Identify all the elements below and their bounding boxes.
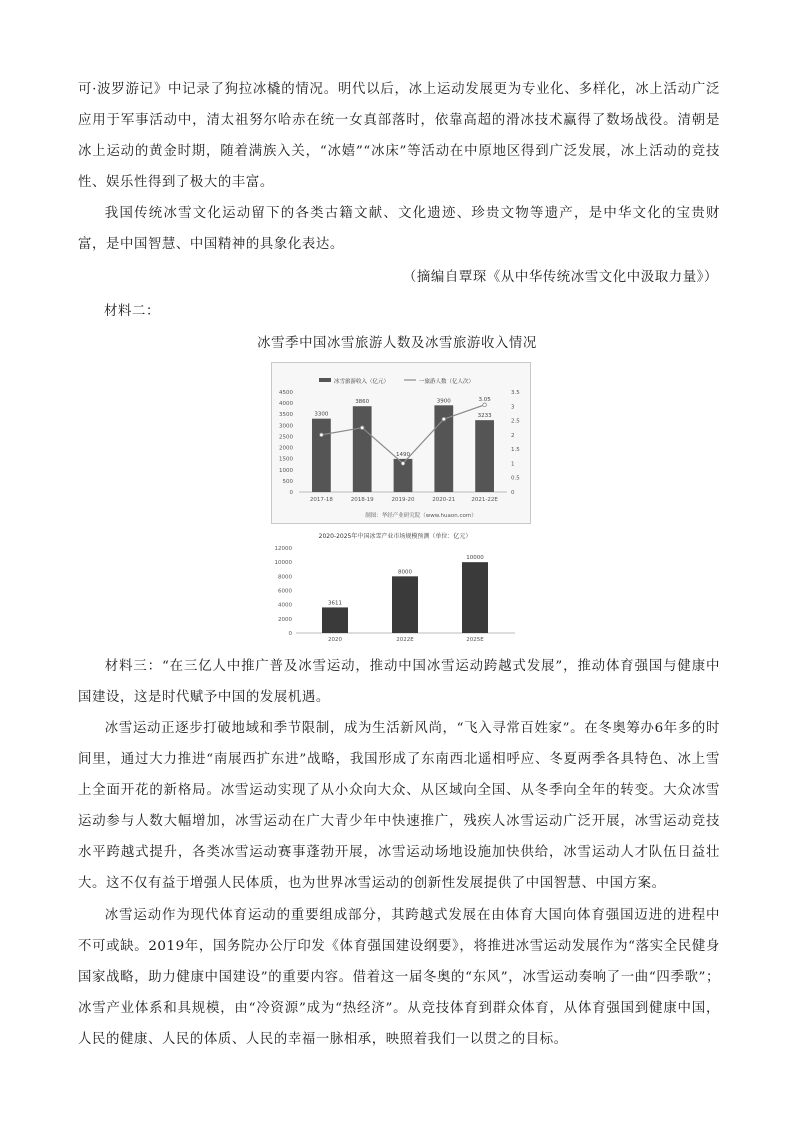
x-tick-label: 2020: [328, 637, 342, 643]
y-tick-label: 10000: [274, 560, 292, 567]
market-size-label: 10000: [466, 555, 484, 562]
paragraph-material-three: 材料三：“在三亿人中推广普及冰雪运动，推动中国冰雪运动跨越式发展”，推动体育强国与健康中国建设，这是时代赋予中国的发展机遇。: [78, 659, 720, 705]
legend-bar-swatch: [319, 378, 331, 382]
visitors-point: [360, 426, 364, 430]
visitors-point: [483, 403, 487, 407]
x-tick-label: 2019-20: [391, 497, 415, 503]
revenue-bar: [475, 420, 494, 492]
y-left-tick-label: 3000: [279, 423, 293, 430]
market-size-label: 3611: [328, 600, 342, 607]
revenue-bar-label: 1490: [396, 451, 410, 458]
revenue-bar-label: 3300: [314, 411, 329, 418]
tourism-chart: [271, 362, 531, 524]
y-tick-label: 4000: [278, 602, 292, 609]
source-note: 制图：华经产业研究院（www.huaon.com）: [365, 513, 477, 519]
y-right-tick-label: 1: [511, 461, 515, 468]
y-right-tick-label: 2: [511, 432, 515, 439]
visitors-point: [442, 417, 446, 421]
legend-line-label: 一旅游人数（亿人次）: [419, 379, 475, 385]
y-left-tick-label: 1500: [279, 456, 293, 463]
industry-chart: [260, 528, 530, 644]
x-tick-label: 2025E: [466, 637, 484, 643]
market-size-bar: [392, 576, 418, 633]
y-left-tick-label: 4000: [279, 401, 293, 408]
figure-title: 冰雪季中国冰雪旅游人数及冰雪旅游收入情况: [257, 336, 537, 351]
y-left-tick-label: 2500: [279, 434, 293, 441]
market-size-label: 8000: [398, 569, 412, 576]
y-left-tick-label: 2000: [279, 445, 293, 452]
material-two-label: 材料二：: [104, 304, 160, 319]
paragraph-sports-power: 冰雪运动作为现代体育运动的重要组成部分，其跨越式发展在由体育大国向体育强国迈进的进程中不可或缺。2019年，国务院办公厅印发《体育强国建设纲要》，将推进冰雪运动发展作为“落实全民健身国家战略，助力健康中国建设”的重要内容。借着这一届冬奥的“东风”，冰雪运动奏响了一曲“四季歌”；冰雪产业体系和具规模，由“冷资源”成为“热经济”。从竞技体育到群众体育，从体育强国到健康中国，人民的健康、人民的体质、人民的幸福一脉相承，映照着我们一以贯之的目标。: [78, 908, 720, 1047]
y-right-tick-label: 0: [511, 490, 515, 496]
y-tick-label: 6000: [278, 588, 292, 595]
revenue-bar: [353, 406, 372, 492]
revenue-bar-label: 3233: [477, 413, 492, 420]
y-right-tick-label: 0.5: [511, 475, 520, 482]
paragraph-heritage: 我国传统冰雪文化运动留下的各类古籍文献、文化遗迹、珍贵文物等遗产，是中华文化的宝贵财富，是中国智慧、中国精神的具象化表达。: [78, 206, 720, 252]
y-tick-label: 12000: [274, 546, 292, 552]
y-right-tick-label: 3: [511, 404, 515, 411]
market-size-bar: [462, 562, 488, 633]
x-tick-label: 2020-21: [432, 497, 456, 503]
paragraph-ice-snow-popularity: 冰雪运动正逐步打破地域和季节限制，成为生活新风尚，“飞入寻常百姓家”。在冬奥筹办6年多的时间里，通过大力推进“南展西扩东进”战略，我国形成了东南西北遥相呼应、冬夏两季各具特色、冰上雪上全面开花的新格局。冰雪运动实现了从小众向大众、从区域向全国、从冬季向全年的转变。大众冰雪运动参与人数大幅增加，冰雪运动在广大青少年中快速推广，残疾人冰雪运动广泛开展，冰雪运动竞技水平跨越式提升，各类冰雪运动赛事蓬勃开展，冰雪运动场地设施加快供给，冰雪运动人才队伍日益壮大。这不仅有益于增强人民体质，也为世界冰雪运动的创新性发展提供了中国智慧、中国方案。: [78, 721, 720, 891]
revenue-bar-label: 3900: [436, 398, 451, 405]
y-left-tick-label: 4500: [279, 390, 293, 396]
y-left-tick-label: 3500: [279, 412, 293, 419]
x-tick-label: 2022E: [396, 637, 414, 643]
y-tick-label: 8000: [278, 574, 292, 581]
x-tick-label: 2017-18: [309, 497, 333, 503]
visitors-point: [320, 433, 324, 437]
industry-chart-svg: [260, 528, 530, 644]
y-left-tick-label: 0: [289, 490, 293, 496]
x-tick-label: 2018-19: [350, 497, 374, 503]
y-right-tick-label: 2.5: [511, 418, 520, 425]
visitors-point-label: 3.05: [478, 396, 491, 403]
market-size-bar: [322, 607, 348, 633]
revenue-bar: [312, 419, 331, 492]
paragraph-material-one-continued: 可·波罗游记》中记录了狗拉冰橇的情况。明代以后，冰上运动发展更为专业化、多样化，冰上活动广泛应用于军事活动中，清太祖努尔哈赤在统一女真部落时，依靠高超的滑冰技术赢得了数场战役。清朝是冰上运动的黄金时期，随着满族入关，“冰嬉”“冰床”等活动在中原地区得到广泛发展，冰上活动的竞技性、娱乐性得到了极大的丰富。: [78, 82, 720, 190]
y-tick-label: 2000: [278, 616, 292, 623]
y-right-tick-label: 1.5: [511, 447, 520, 454]
x-tick-label: 2021-22E: [471, 497, 498, 503]
y-tick-label: 0: [288, 631, 292, 637]
industry-chart-title: 2020-2025年中国冰雪产业市场规模预测（单位：亿元）: [318, 533, 472, 540]
visitors-point: [401, 462, 405, 466]
y-right-tick-label: 3.5: [511, 390, 520, 396]
revenue-bar-label: 3860: [355, 399, 370, 406]
tourism-chart-svg: [271, 362, 531, 524]
y-left-tick-label: 1000: [279, 467, 293, 474]
y-left-tick-label: 500: [282, 478, 293, 485]
citation-source: （摘编自覃琛《从中华传统冰雪文化中汲取力量》）: [402, 270, 718, 285]
legend-bar-label: 冰雪旅游收入（亿元）: [334, 379, 390, 385]
